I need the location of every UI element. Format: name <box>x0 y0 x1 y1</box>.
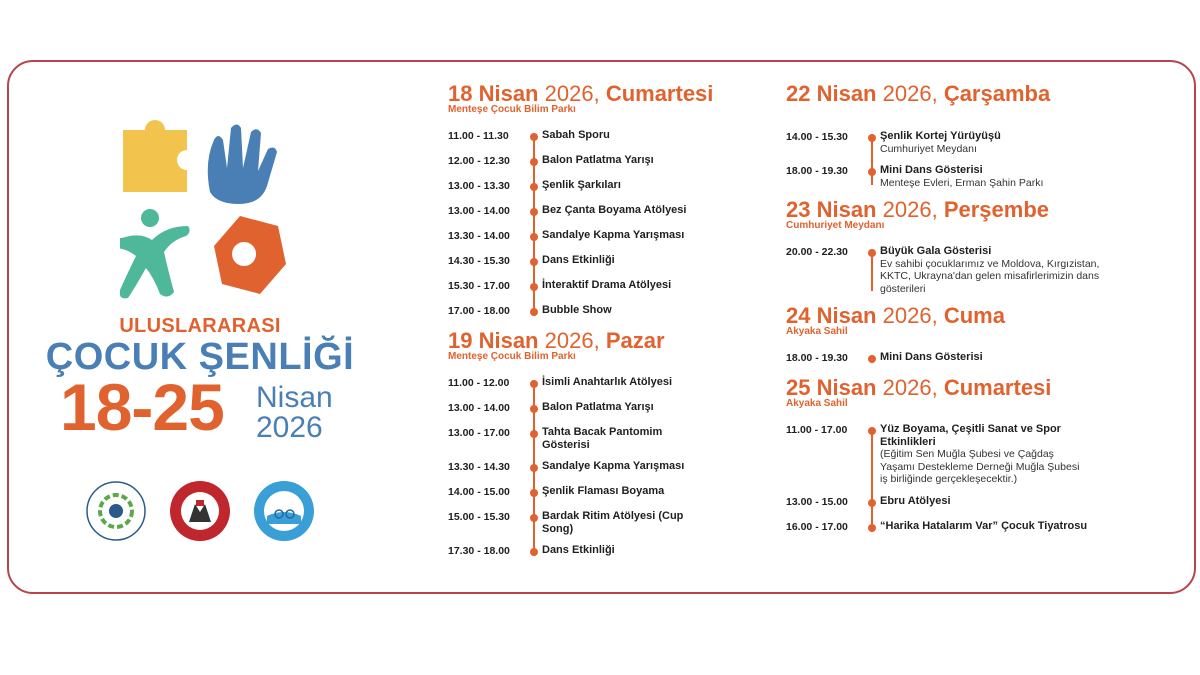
hand-icon <box>208 125 277 205</box>
event-item <box>448 376 768 392</box>
schedule-column-right <box>786 82 1166 545</box>
day-year: 2026, <box>544 81 600 106</box>
festival-dates: 18-25 <box>60 370 224 444</box>
hexagon-nut-icon <box>214 216 286 294</box>
event-item <box>786 245 1166 295</box>
timeline-dot <box>530 430 538 438</box>
event-name: Şenlik Flaması Boyama <box>542 485 665 497</box>
day-year: 2026, <box>882 197 938 222</box>
day-schedule <box>786 304 1166 367</box>
festival-subtitle: ULUSLARARASI <box>119 315 281 337</box>
timeline-dot <box>530 283 538 291</box>
timeline-dot <box>530 514 538 522</box>
event-name: İsimli Anahtarlık Atölyesi <box>542 376 673 388</box>
timeline-dot <box>530 464 538 472</box>
timeline-dot <box>868 168 876 176</box>
day-weekday: Çarşamba <box>943 81 1051 106</box>
timeline-dot <box>530 489 538 497</box>
event-item <box>448 460 768 476</box>
timeline-dot <box>530 133 538 141</box>
day-date: 22 Nisan <box>786 81 877 106</box>
event-time: 13.00 - 14.00 <box>448 402 510 414</box>
event-name: Şenlik Kortej Yürüyüşü <box>880 130 1001 142</box>
day-heading <box>786 376 1166 400</box>
day-venue: Menteşe Çocuk Bilim Parkı <box>448 104 576 115</box>
event-name: Mini Dans Gösterisi <box>880 351 983 363</box>
event-timeline <box>786 423 1166 536</box>
timeline-dot <box>530 158 538 166</box>
ula-belediyesi-logo <box>253 480 315 542</box>
day-venue: Menteşe Çocuk Bilim Parkı <box>448 351 576 362</box>
day-date: 18 Nisan <box>448 81 539 106</box>
day-year: 2026, <box>882 81 938 106</box>
event-item <box>448 229 768 245</box>
day-schedule <box>786 82 1166 189</box>
day-heading <box>786 198 1166 222</box>
event-time: 16.00 - 17.00 <box>786 520 848 533</box>
event-timeline <box>448 129 768 320</box>
event-time: 13.30 - 14.00 <box>448 230 510 242</box>
event-location: Cumhuriyet Meydanı <box>880 142 977 155</box>
event-timeline <box>786 245 1166 295</box>
event-name: “Harika Hatalarım Var” Çocuk Tiyatrosu <box>880 519 1088 532</box>
day-schedule <box>786 376 1166 536</box>
event-name: Sandalye Kapma Yarışması <box>542 229 685 241</box>
event-time: 17.00 - 18.00 <box>448 305 510 317</box>
event-name: Sandalye Kapma Yarışması <box>542 460 685 472</box>
day-venue: Akyaka Sahil <box>786 398 848 409</box>
event-name: İnteraktif Drama Atölyesi <box>542 279 672 291</box>
event-name: Yüz Boyama, Çeşitli Sanat ve Spor Etkinlikleri <box>880 423 1061 448</box>
event-time: 13.00 - 14.00 <box>448 205 510 217</box>
event-timeline <box>786 130 1166 189</box>
event-name: Şenlik Şarkıları <box>542 179 621 191</box>
event-time: 18.00 - 19.30 <box>786 165 848 177</box>
event-name: Bardak Ritim Atölyesi (Cup Song) <box>542 510 684 535</box>
event-item <box>786 164 1166 189</box>
event-item <box>448 204 768 220</box>
day-year: 2026, <box>544 328 600 353</box>
event-name: Balon Patlatma Yarışı <box>542 401 654 413</box>
event-time: 14.00 - 15.30 <box>786 131 848 143</box>
day-weekday: Cuma <box>943 303 1005 328</box>
day-schedule <box>448 82 768 320</box>
day-date: 24 Nisan <box>786 303 877 328</box>
timeline-dot <box>530 308 538 316</box>
timeline-dot <box>530 183 538 191</box>
mentese-belediyesi-logo <box>169 480 231 542</box>
event-name: Büyük Gala Gösterisi <box>880 245 992 257</box>
event-time: 13.00 - 17.00 <box>448 427 510 439</box>
day-schedule <box>448 329 768 560</box>
festival-month-year <box>256 383 333 443</box>
event-item <box>448 485 768 501</box>
event-item <box>786 520 1166 536</box>
sponsor-logos <box>85 480 325 550</box>
event-time: 13.00 - 15.00 <box>786 495 848 508</box>
event-item <box>448 426 768 451</box>
event-name: Mini Dans Gösterisi <box>880 164 983 176</box>
event-item <box>786 351 1166 367</box>
event-name: Balon Patlatma Yarışı <box>542 154 654 166</box>
event-item <box>448 304 768 320</box>
day-weekday: Pazar <box>605 328 665 353</box>
day-venue: Akyaka Sahil <box>786 326 848 337</box>
event-item <box>448 544 768 560</box>
festival-logo-shapes <box>120 120 290 300</box>
event-time: 17.30 - 18.00 <box>448 545 510 557</box>
schedule-column-left <box>448 82 768 569</box>
event-name: Tahta Bacak Pantomim Gösterisi <box>542 426 663 451</box>
day-heading <box>448 329 768 353</box>
timeline-dot <box>530 380 538 388</box>
timeline-dot <box>868 134 876 142</box>
event-location: Menteşe Evleri, Erman Şahin Parkı <box>880 176 1044 189</box>
event-item <box>786 495 1166 511</box>
day-heading <box>786 82 1166 106</box>
event-item <box>448 401 768 417</box>
day-date: 19 Nisan <box>448 328 539 353</box>
dancing-child-icon <box>120 209 190 298</box>
day-weekday: Cumartesi <box>605 81 714 106</box>
event-description: (Eğitim Sen Muğla Şubesi ve Çağdaş Yaşamı Destekleme Derneği Muğla Şubesi iş birliğinde gerçekleşecektir.) <box>880 448 1080 485</box>
mugla-buyuksehir-logo <box>85 480 147 542</box>
day-weekday: Perşembe <box>943 197 1049 222</box>
event-time: 15.30 - 17.00 <box>448 280 510 292</box>
event-time: 14.30 - 15.30 <box>448 255 510 267</box>
timeline-dot <box>868 524 876 532</box>
timeline-dot <box>868 249 876 257</box>
event-time: 11.00 - 11.30 <box>448 130 509 142</box>
event-time: 13.30 - 14.30 <box>448 461 510 473</box>
timeline-dot <box>530 208 538 216</box>
event-item <box>786 423 1166 486</box>
event-timeline <box>786 351 1166 367</box>
event-time: 12.00 - 12.30 <box>448 155 510 167</box>
timeline-dot <box>868 355 876 363</box>
timeline-dot <box>868 427 876 435</box>
event-item <box>448 129 768 145</box>
event-item <box>448 179 768 195</box>
timeline-dot <box>868 499 876 507</box>
timeline-dot <box>530 405 538 413</box>
day-heading <box>786 304 1166 328</box>
timeline-dot <box>530 233 538 241</box>
puzzle-piece-icon <box>123 120 187 192</box>
event-time: 20.00 - 22.30 <box>786 246 848 258</box>
event-name: Sabah Sporu <box>542 129 610 141</box>
festival-month: Nisan <box>256 381 333 414</box>
day-weekday: Cumartesi <box>943 375 1052 400</box>
event-item <box>786 130 1166 155</box>
festival-year: 2026 <box>256 411 323 444</box>
event-time: 15.00 - 15.30 <box>448 511 510 523</box>
event-name: Ebru Atölyesi <box>880 494 951 507</box>
day-date: 25 Nisan <box>786 375 877 400</box>
event-name: Dans Etkinliği <box>542 254 615 266</box>
timeline-dot <box>530 548 538 556</box>
event-timeline <box>448 376 768 560</box>
event-name: Bez Çanta Boyama Atölyesi <box>542 204 687 216</box>
day-schedule <box>786 198 1166 295</box>
event-item <box>448 510 768 535</box>
festival-brand <box>40 70 380 580</box>
event-name: Dans Etkinliği <box>542 544 615 556</box>
event-item <box>448 254 768 270</box>
day-date: 23 Nisan <box>786 197 877 222</box>
event-time: 11.00 - 17.00 <box>786 424 848 436</box>
day-heading <box>448 82 768 106</box>
event-item <box>448 154 768 170</box>
day-year: 2026, <box>882 375 938 400</box>
day-venue: Cumhuriyet Meydanı <box>786 220 885 231</box>
timeline-dot <box>530 258 538 266</box>
event-time: 18.00 - 19.30 <box>786 352 848 364</box>
event-time: 14.00 - 15.00 <box>448 486 510 498</box>
event-item <box>448 279 768 295</box>
festival-title: ÇOCUK ŞENLİĞİ <box>45 336 355 378</box>
event-name: Bubble Show <box>542 304 612 316</box>
event-description: Ev sahibi çocuklarımız ve Moldova, Kırgızistan, KKTC, Ukrayna'dan gelen misafirlerimizin dans gösterileri <box>880 257 1100 295</box>
day-year: 2026, <box>882 303 938 328</box>
event-time: 13.00 - 13.30 <box>448 180 510 192</box>
event-time: 11.00 - 12.00 <box>448 377 510 389</box>
